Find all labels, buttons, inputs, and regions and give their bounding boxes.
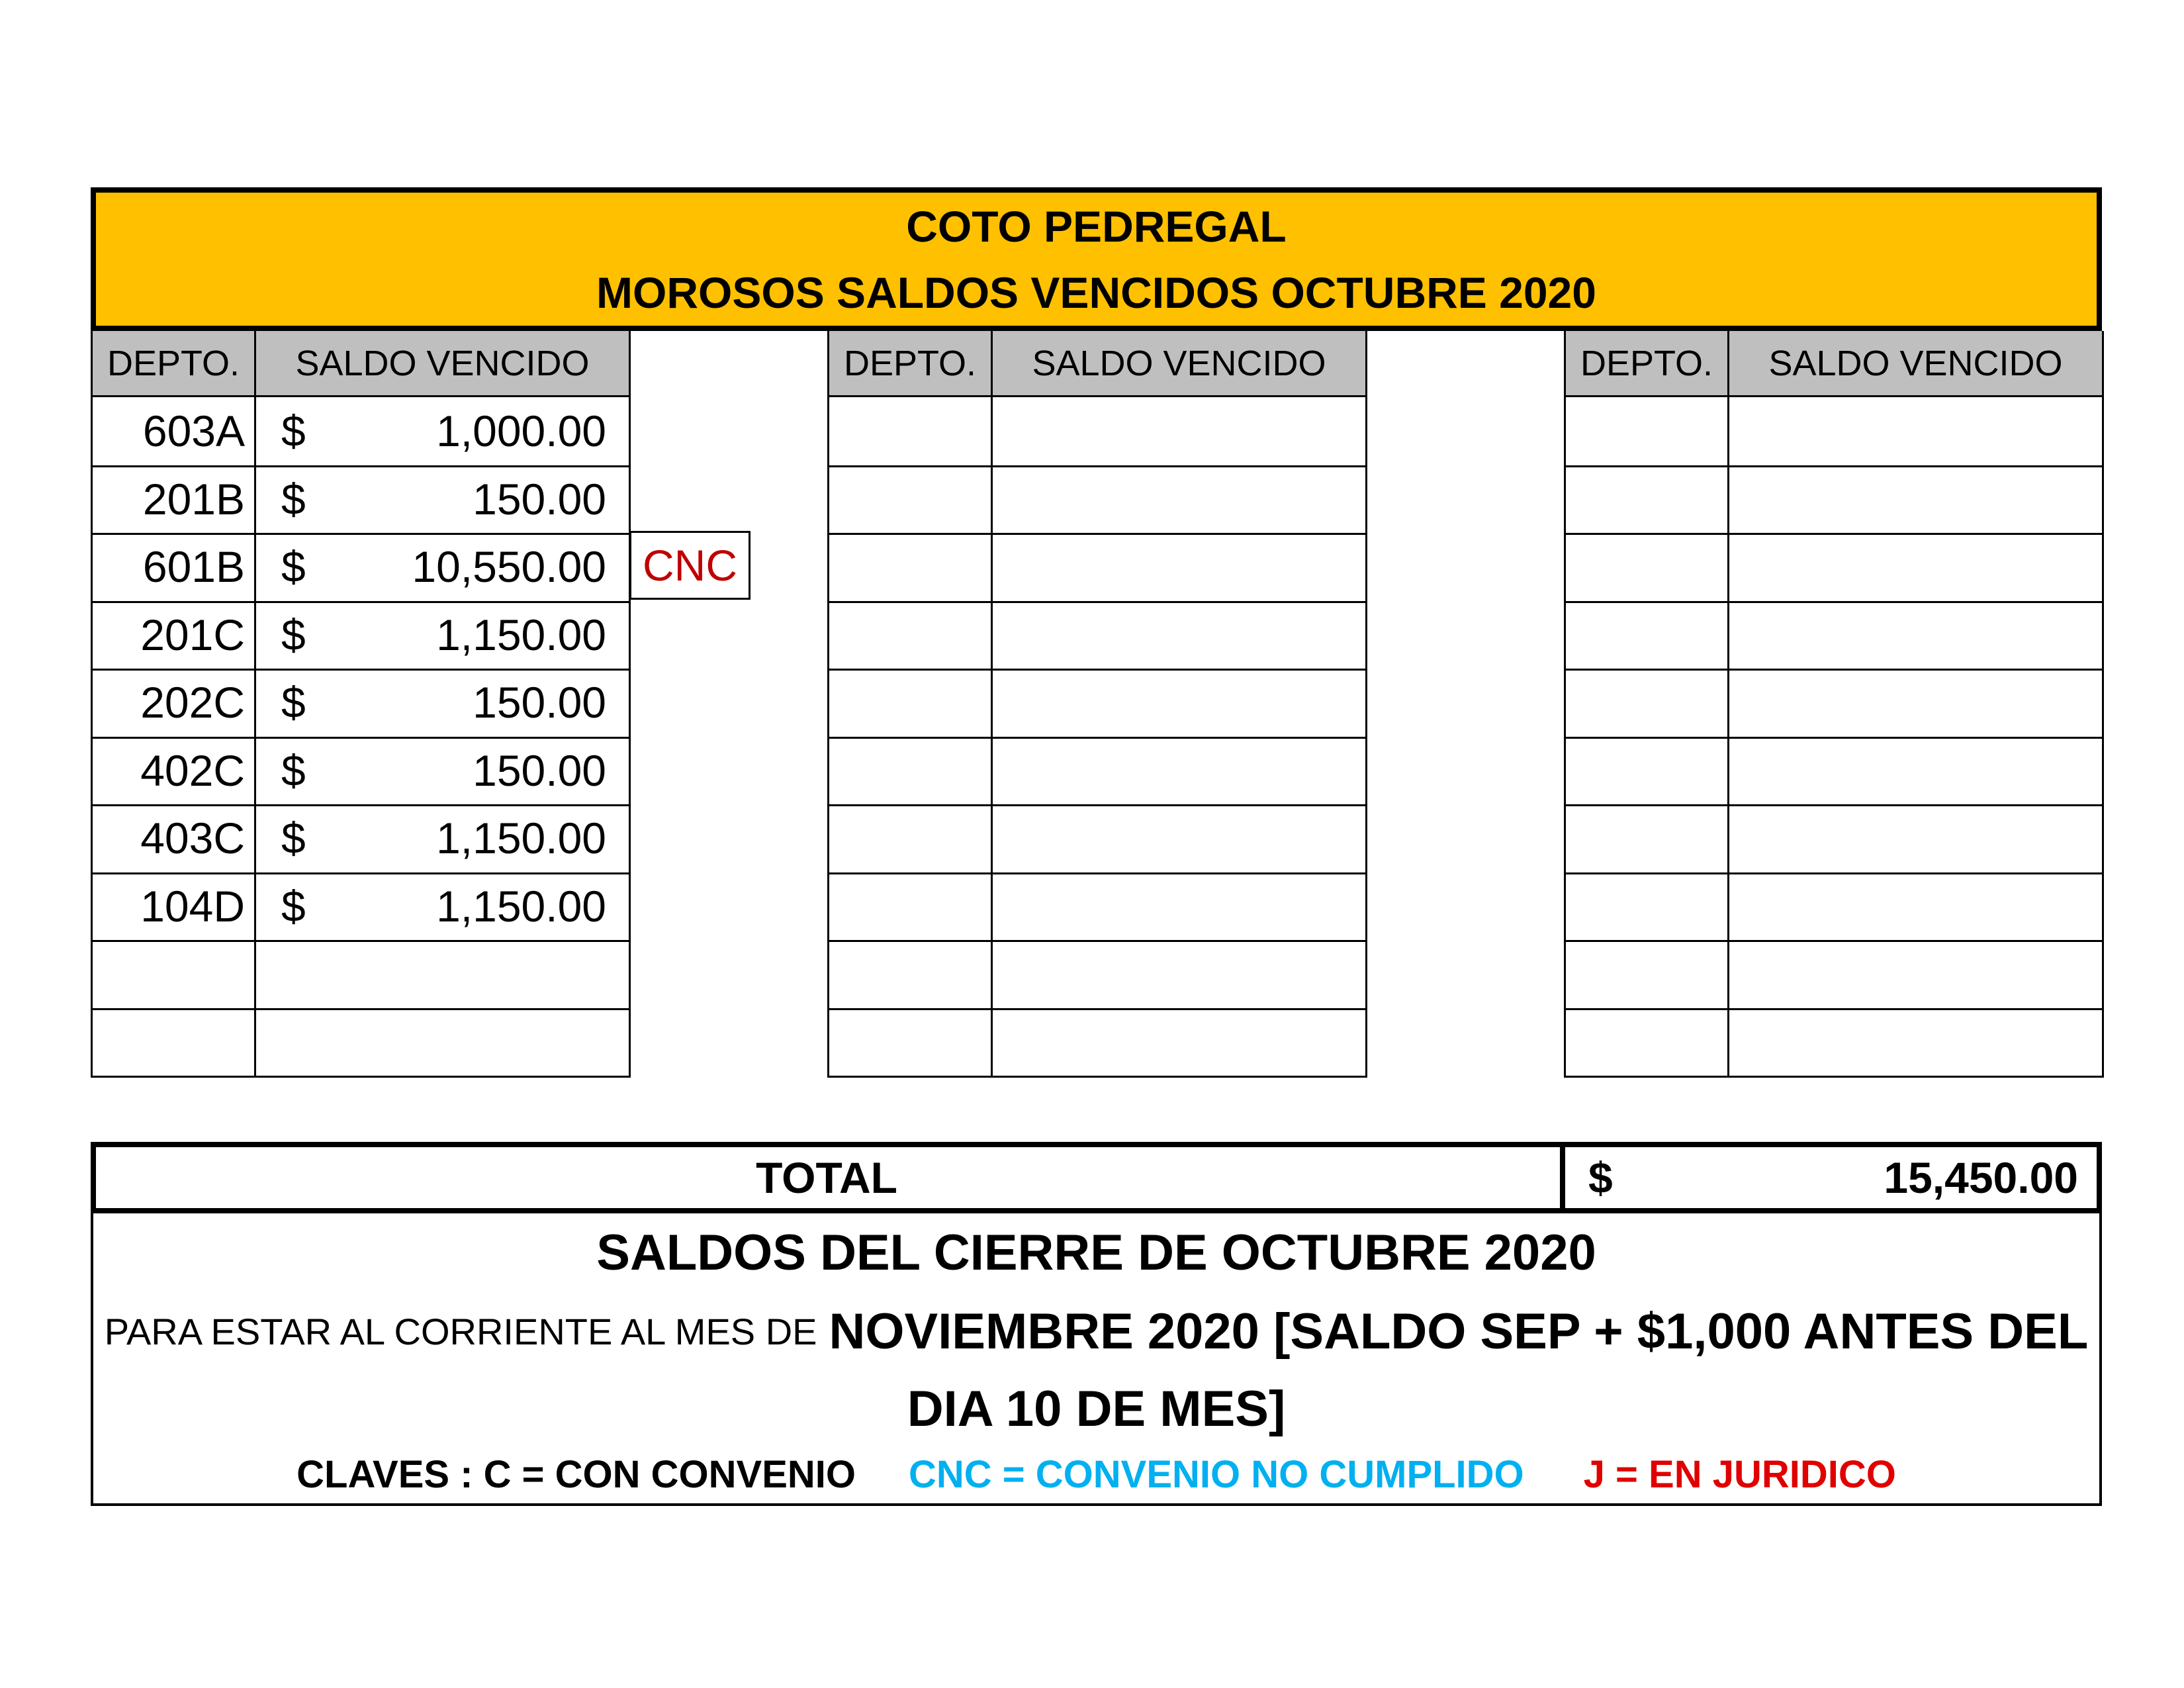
saldo-amount: 1,150.00 bbox=[436, 814, 606, 863]
depto-cell: 202C bbox=[91, 669, 256, 739]
depto-cell: 601B bbox=[91, 533, 256, 603]
claves-j: J = EN JURIDICO bbox=[1583, 1452, 1896, 1496]
saldo-cell bbox=[254, 872, 631, 943]
saldo-cell bbox=[1727, 465, 2104, 536]
saldo-header: SALDO VENCIDO bbox=[991, 331, 1367, 397]
saldo-amount: 10,550.00 bbox=[412, 542, 606, 592]
footer-line2: DIA 10 DE MES] bbox=[907, 1380, 1286, 1437]
saldo-cell bbox=[254, 601, 631, 671]
title-morosos: MOROSOS SALDOS VENCIDOS OCTUBRE 2020 bbox=[596, 267, 1596, 317]
depto-cell bbox=[827, 872, 993, 943]
depto-cell: 104D bbox=[91, 872, 256, 943]
saldo-header: SALDO VENCIDO bbox=[254, 331, 631, 397]
saldo-cell bbox=[1727, 940, 2104, 1010]
depto-cell: 201C bbox=[91, 601, 256, 671]
saldo-cell bbox=[254, 940, 631, 1010]
saldo-cell bbox=[254, 465, 631, 536]
claves-c: CLAVES : C = CON CONVENIO bbox=[296, 1452, 856, 1496]
saldo-cell bbox=[254, 533, 631, 603]
depto-cell bbox=[1564, 533, 1729, 603]
depto-cell bbox=[827, 940, 993, 1010]
saldo-cell bbox=[991, 601, 1367, 671]
saldo-header: SALDO VENCIDO bbox=[1727, 331, 2104, 397]
footer-line1 bbox=[93, 1295, 2099, 1368]
total-amount: 15,450.00 bbox=[1884, 1153, 2078, 1202]
title-coto: COTO PEDREGAL bbox=[906, 201, 1287, 251]
saldo-amount: 150.00 bbox=[473, 678, 606, 727]
currency-sign: $ bbox=[281, 678, 306, 727]
depto-cell bbox=[827, 737, 993, 807]
saldo-cell bbox=[991, 533, 1367, 603]
currency-sign: $ bbox=[281, 610, 306, 659]
depto-cell bbox=[1564, 872, 1729, 943]
saldo-amount: 1,150.00 bbox=[436, 610, 606, 659]
depto-cell: 402C bbox=[91, 737, 256, 807]
saldo-amount: 1,150.00 bbox=[436, 881, 606, 931]
footer-line-prefix: PARA ESTAR AL CORRIENTE AL MES DE bbox=[104, 1310, 817, 1352]
saldo-cell bbox=[991, 669, 1367, 739]
depto-cell bbox=[827, 1008, 993, 1078]
depto-cell bbox=[827, 669, 993, 739]
footer-heading: SALDOS DEL CIERRE DE OCTUBRE 2020 bbox=[596, 1224, 1596, 1281]
depto-cell bbox=[827, 804, 993, 874]
depto-cell: 603A bbox=[91, 397, 256, 467]
saldo-cell bbox=[991, 1008, 1367, 1078]
depto-cell bbox=[827, 533, 993, 603]
depto-cell: 201B bbox=[91, 465, 256, 536]
currency-sign: $ bbox=[281, 881, 306, 931]
currency-sign: $ bbox=[281, 542, 306, 592]
depto-cell bbox=[827, 397, 993, 467]
depto-cell bbox=[91, 940, 256, 1010]
currency-sign: $ bbox=[281, 745, 306, 795]
saldo-cell bbox=[1727, 669, 2104, 739]
depto-cell bbox=[1564, 737, 1729, 807]
saldo-cell bbox=[254, 397, 631, 467]
saldo-cell bbox=[991, 804, 1367, 874]
title-banner bbox=[91, 187, 2102, 331]
claves-cnc: CNC = CONVENIO NO CUMPLIDO bbox=[909, 1452, 1524, 1496]
saldo-cell bbox=[1727, 737, 2104, 807]
saldo-cell bbox=[991, 397, 1367, 467]
depto-cell bbox=[827, 601, 993, 671]
saldo-cell bbox=[254, 669, 631, 739]
footer-claves bbox=[93, 1444, 2099, 1504]
saldo-cell bbox=[1727, 601, 2104, 671]
saldo-cell bbox=[991, 872, 1367, 943]
saldo-cell bbox=[254, 1008, 631, 1078]
saldo-cell bbox=[1727, 397, 2104, 467]
total-currency: $ bbox=[1588, 1153, 1613, 1202]
currency-sign: $ bbox=[281, 406, 306, 456]
depto-cell bbox=[1564, 397, 1729, 467]
saldo-cell bbox=[1727, 533, 2104, 603]
depto-cell bbox=[827, 465, 993, 536]
depto-header: DEPTO. bbox=[91, 331, 256, 397]
saldo-cell bbox=[991, 465, 1367, 536]
saldo-cell bbox=[254, 737, 631, 807]
saldo-cell bbox=[1727, 872, 2104, 943]
cnc-note: CNC bbox=[629, 531, 751, 600]
saldo-cell bbox=[991, 940, 1367, 1010]
saldo-cell bbox=[254, 804, 631, 874]
saldo-amount: 150.00 bbox=[473, 745, 606, 795]
saldo-cell bbox=[1727, 804, 2104, 874]
depto-cell bbox=[1564, 601, 1729, 671]
depto-cell: 403C bbox=[91, 804, 256, 874]
currency-sign: $ bbox=[281, 474, 306, 524]
depto-cell bbox=[91, 1008, 256, 1078]
depto-cell bbox=[1564, 804, 1729, 874]
depto-cell bbox=[1564, 669, 1729, 739]
depto-cell bbox=[1564, 1008, 1729, 1078]
depto-header: DEPTO. bbox=[1564, 331, 1729, 397]
saldo-cell bbox=[991, 737, 1367, 807]
depto-cell bbox=[1564, 940, 1729, 1010]
depto-cell bbox=[1564, 465, 1729, 536]
total-divider bbox=[1560, 1145, 1565, 1211]
saldo-amount: 1,000.00 bbox=[436, 406, 606, 456]
currency-sign: $ bbox=[281, 814, 306, 863]
depto-header: DEPTO. bbox=[827, 331, 993, 397]
saldo-amount: 150.00 bbox=[473, 474, 606, 524]
total-label: TOTAL bbox=[756, 1153, 897, 1202]
footer-line-emphasis: NOVIEMBRE 2020 [SALDO SEP + $1,000 ANTES DEL bbox=[829, 1303, 2089, 1360]
saldo-cell bbox=[1727, 1008, 2104, 1078]
